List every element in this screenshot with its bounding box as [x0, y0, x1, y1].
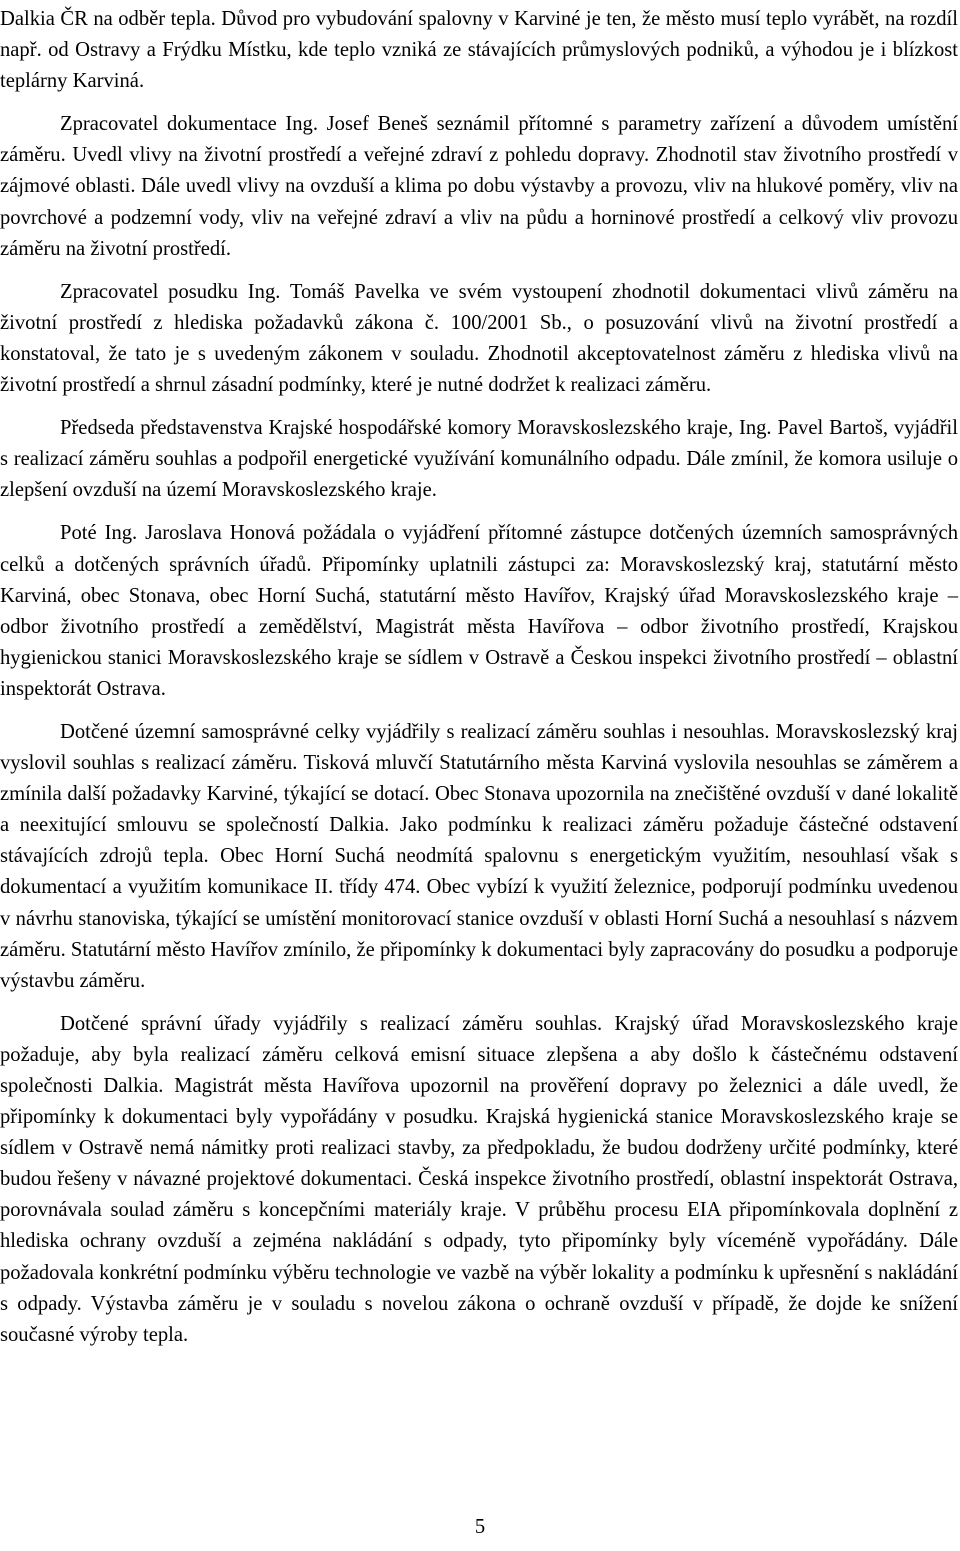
paragraph-territorial-units: Dotčené územní samosprávné celky vyjádřily s realizací záměru souhlas i nesouhlas. Moravskoslezský kraj vyslovil souhlas s realizací záměru. Tisková mluvčí Statutárního města Karviná vyslovila nesouhlas se záměrem a zmínila další požadavky Karviné, týkající se dotací. Obec Stonava upozornila na znečištěné ovzduší v dané lokalitě a neexitující smlouvu se společností Dalkia. Jako podmínku k realizaci záměru požaduje částečné odstavení stávajících zdrojů tepla. Obec Horní Suchá neodmítá spalovnu s energetickým využitím, nesouhlasí však s dokumentací a využitím komunikace II. třídy 474. Obec vybízí k využití železnice, podporují podmínku uvedenou v návrhu stanoviska, týkající se umístění monitorovací stanice ovzduší v oblasti Horní Suchá a nesouhlasí s názvem záměru. Statutární město Havířov zmínilo, že připomínky k dokumentaci byly zapracovány do posudku a podporuje výstavbu záměru.	[0, 720, 958, 992]
paragraph-continuation: Dalkia ČR na odběr tepla. Důvod pro vybudování spalovny v Karviné je ten, že město musí teplo vyrábět, na rozdíl např. od Ostravy a Frýdku Místku, kde teplo vzniká ze stávajících průmyslových podniků, a výhodou je i blízkost teplárny Karviná.	[0, 8, 958, 93]
paragraph-chamber-chairman: Předseda představenstva Krajské hospodářské komory Moravskoslezského kraje, Ing. Pavel Bartoš, vyjádřil s realizací záměru souhlas a podpořil energetické využívání komunálního odpadu. Dále zmínil, že komora usiluje o zlepšení ovzduší na území Moravskoslezského kraje.	[0, 417, 958, 502]
paragraph-representatives: Poté Ing. Jaroslava Honová požádala o vyjádření přítomné zástupce dotčených územních samosprávných celků a dotčených správních úřadů. Připomínky uplatnili zástupci za: Moravskoslezský kraj, statutární město Karviná, obec Stonava, obec Horní Suchá, statutární město Havířov, Krajský úřad Moravskoslezského kraje – odbor životního prostředí a zemědělství, Magistrát města Havířova – odbor životního prostředí, Krajskou hygienickou stanici Moravskoslezského kraje se sídlem v Ostravě a Českou inspekci životního prostředí – oblastní inspektorát Ostrava.	[0, 522, 958, 700]
page-number: 5	[474, 1516, 486, 1538]
paragraph-documentation-processor: Zpracovatel dokumentace Ing. Josef Beneš seznámil přítomné s parametry zařízení a důvodem umístění záměru. Uvedl vlivy na životní prostředí a veřejné zdraví z pohledu dopravy. Zhodnotil stav životního prostředí v zájmové oblasti. Dále uvedl vlivy na ovzduší a klima po dobu výstavby a provozu, vliv na hlukové poměry, vliv na povrchové a podzemní vody, vliv na veřejné zdraví a vliv na půdu a horninové prostředí a celkový vliv provozu záměru na životní prostředí.	[0, 113, 958, 260]
paragraph-assessment-processor: Zpracovatel posudku Ing. Tomáš Pavelka ve svém vystoupení zhodnotil dokumentaci vlivů záměru na životní prostředí z hlediska požadavků zákona č. 100/2001 Sb., o posuzování vlivů na životní prostředí a konstatoval, že tato je s uvedeným zákonem v souladu. Zhodnotil akceptovatelnost záměru z hlediska vlivů na životní prostředí a shrnul zásadní podmínky, které je nutné dodržet k realizaci záměru.	[0, 280, 958, 397]
paragraph-administrative-offices: Dotčené správní úřady vyjádřily s realizací záměru souhlas. Krajský úřad Moravskoslezského kraje požaduje, aby byla realizací záměru celková emisní situace zlepšena a aby došlo k částečnému odstavení společnosti Dalkia. Magistrát města Havířova upozornil na prověření dopravy po železnici a dále uvedl, že připomínky k dokumentaci byly vypořádány v posudku. Krajská hygienická stanice Moravskoslezského kraje se sídlem v Ostravě nemá námitky proti realizaci stavby, za předpokladu, že budou dodrženy určité podmínky, které budou řešeny v návazné projektové dokumentaci. Česká inspekce životního prostředí, oblastní inspektorát Ostrava, porovnávala soulad záměru s koncepčními materiály kraje. V průběhu procesu EIA připomínkovala doplnění z hlediska ochrany ovzduší a zejména nakládání s odpady, tyto připomínky byly víceméně vypořádány. Dále požadovala konkrétní podmínku výběru technologie ve vazbě na výběr lokality a podmínku k upřesnění s nakládání s odpady. Výstavba záměru je v souladu s novelou zákona o ochraně ovzduší v případě, že dojde ke snížení současné výroby tepla.	[0, 1012, 958, 1346]
page-body	[0, 4, 958, 1363]
